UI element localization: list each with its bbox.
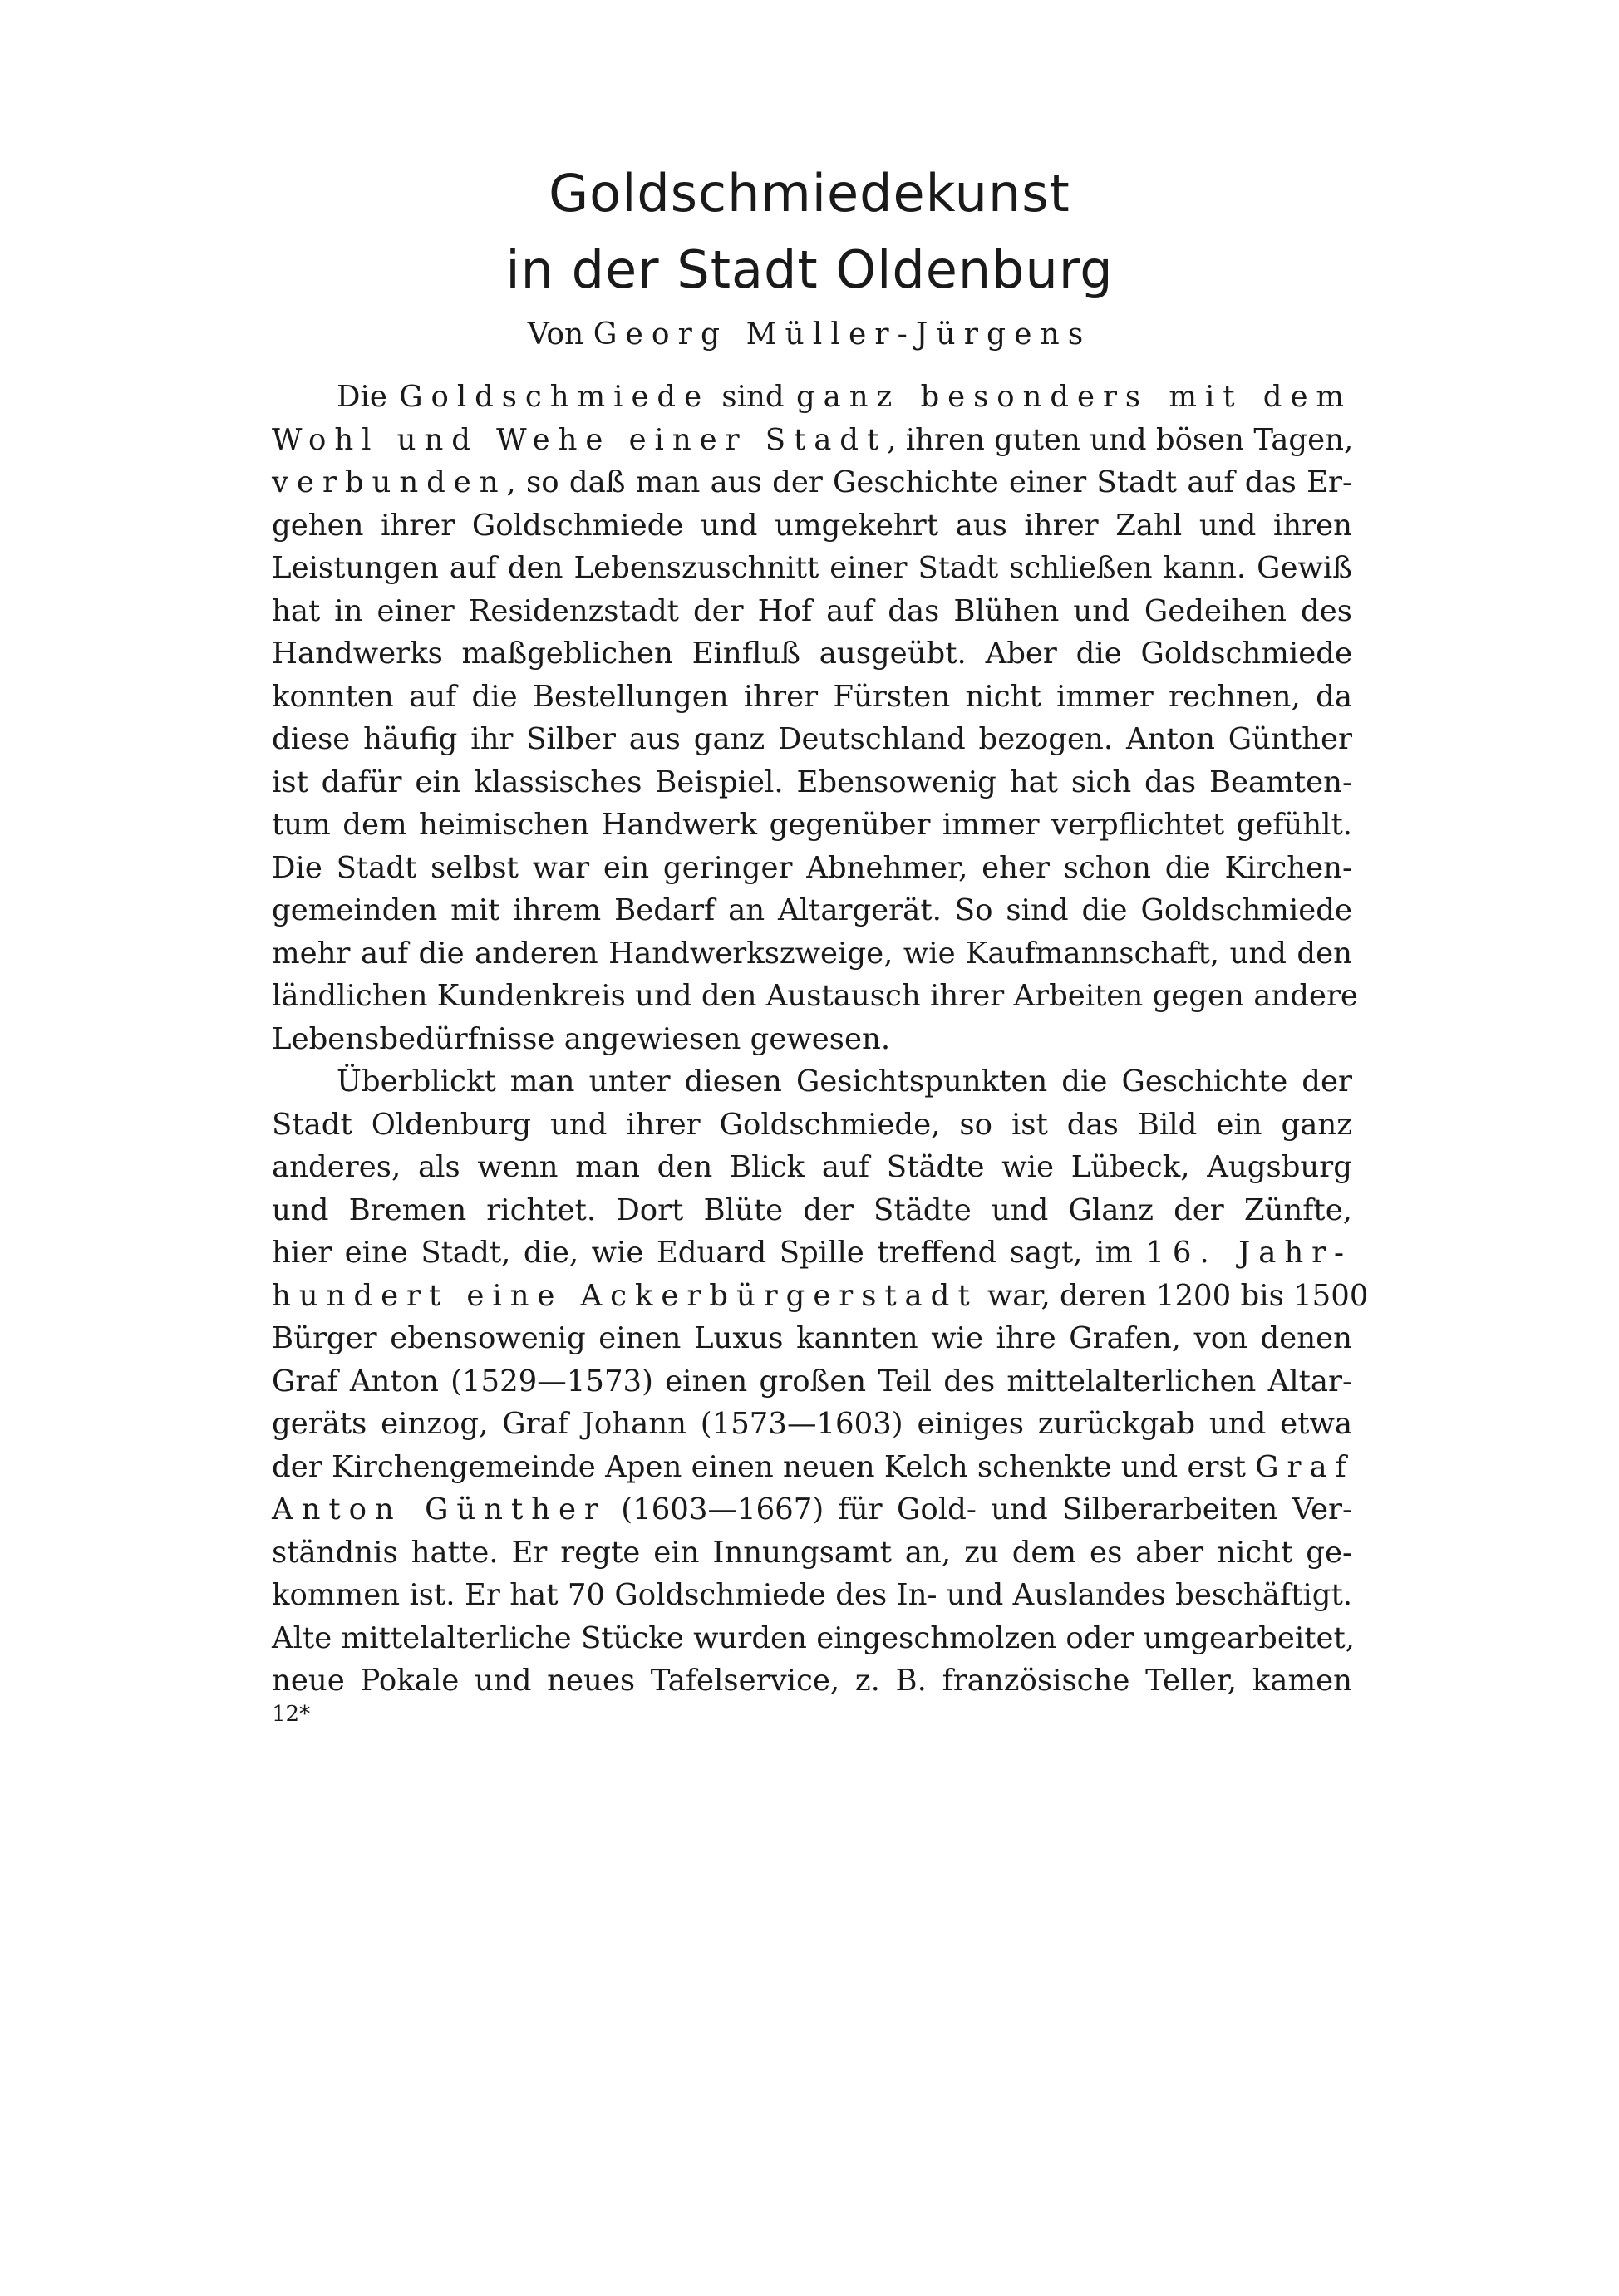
body-line	[272, 1446, 1355, 1489]
body-line: Handwerks maßgeblichen Einfluß ausgeübt. Aber die Goldschmiede	[272, 637, 1352, 671]
body-text: , so daß man aus der Geschichte einer Stadt auf das Er-	[506, 465, 1352, 499]
body-line: Stadt Oldenburg und ihrer Goldschmiede, so ist das Bild ein ganz	[272, 1107, 1352, 1142]
byline	[0, 314, 1619, 356]
body-text: der Kirchengemeinde Apen einen neuen Kelch schenkte und erst	[272, 1449, 1256, 1484]
body-line: Graf Anton (1529—1573) einen großen Teil des mittelalterlichen Altar-	[272, 1364, 1352, 1399]
body-line: konnten auf die Bestellungen ihrer Fürsten nicht immer rechnen, da	[272, 679, 1352, 714]
body-line	[272, 461, 1352, 504]
emphasis-text: Graf	[1255, 1449, 1355, 1484]
body-text: Die	[337, 380, 400, 414]
body-line	[272, 1275, 1369, 1318]
emphasis-text: Wohl und Wehe einer Stadt	[272, 422, 888, 457]
body-line	[272, 419, 1352, 462]
emphasis-text: 16. Jahr-	[1145, 1236, 1352, 1270]
body-line: gemeinden mit ihrem Bedarf an Altargerät. So sind die Goldschmiede	[272, 893, 1352, 927]
body-line: mehr auf die anderen Handwerkszweige, wie Kaufmannschaft, und den	[272, 936, 1352, 971]
byline-prefix: Von	[527, 317, 593, 352]
body-line: ist dafür ein klassisches Beispiel. Ebensowenig hat sich das Beamten-	[272, 765, 1352, 799]
article-body	[272, 376, 1369, 1703]
body-line: und Bremen richtet. Dort Blüte der Städte und Glanz der Zünfte,	[272, 1192, 1352, 1227]
title-line-1: Goldschmiedekunst	[549, 163, 1070, 224]
body-line: ländlichen Kundenkreis und den Austausch ihrer Arbeiten gegen andere	[272, 979, 1358, 1013]
body-text: (1603—1667) für Gold- und Silberarbeiten Ver-	[606, 1492, 1352, 1527]
body-line: Leistungen auf den Lebenszuschnitt einer Stadt schließen kann. Gewiß	[272, 551, 1352, 585]
body-text: sind	[710, 380, 796, 414]
body-line: neue Pokale und neues Tafelservice, z. B. französische Teller, kamen	[272, 1664, 1352, 1698]
body-line: Überblickt man unter diesen Gesichtspunkten die Geschichte der	[337, 1064, 1352, 1099]
body-text: war, deren 1200 bis 1500	[977, 1278, 1369, 1313]
body-line: Lebensbedürfnisse angewiesen gewesen.	[272, 1021, 891, 1056]
body-line: Bürger ebensowenig einen Luxus kannten wie ihre Grafen, von denen	[272, 1321, 1352, 1355]
body-line: Alte mittelalterliche Stücke wurden eingeschmolzen oder umgearbeitet,	[272, 1620, 1356, 1655]
body-text: hier eine Stadt, die, wie Eduard Spille treffend sagt, im	[272, 1236, 1146, 1270]
body-line: anderes, als wenn man den Blick auf Städte wie Lübeck, Augsburg	[272, 1150, 1352, 1184]
signature-mark: 12*	[272, 1702, 311, 1727]
body-text: , ihren guten und bösen Tagen,	[887, 422, 1354, 457]
body-line	[272, 1488, 1352, 1531]
emphasis-text: hundert eine Ackerbürgerstadt	[272, 1278, 978, 1313]
body-line: geräts einzog, Graf Johann (1573—1603) einiges zurückgab und etwa	[272, 1407, 1352, 1441]
body-line: hat in einer Residenzstadt der Hof auf das Blühen und Gedeihen des	[272, 593, 1352, 628]
body-line	[272, 1232, 1352, 1275]
body-line: Die Stadt selbst war ein geringer Abnehmer, eher schon die Kirchen-	[272, 850, 1352, 885]
body-line: kommen ist. Er hat 70 Goldschmiede des In- und Auslandes beschäftigt.	[272, 1578, 1352, 1612]
body-line	[272, 376, 1352, 419]
body-line: gehen ihrer Goldschmiede und umgekehrt aus ihrer Zahl und ihren	[272, 508, 1352, 543]
emphasis-text: verbunden	[272, 465, 507, 499]
emphasis-text: Anton Günther	[272, 1492, 607, 1527]
title-line-2: in der Stadt Oldenburg	[505, 239, 1114, 300]
emphasis-text: ganz besonders mit dem	[795, 380, 1352, 414]
body-line: ständnis hatte. Er regte ein Innungsamt an, zu dem es aber nicht ge-	[272, 1535, 1352, 1570]
body-line: tum dem heimischen Handwerk gegenüber immer verpflichtet gefühlt.	[272, 808, 1352, 842]
emphasis-text: Goldschmiede	[399, 380, 711, 414]
byline-author: Georg Müller-Jürgens	[593, 317, 1092, 352]
body-line: diese häufig ihr Silber aus ganz Deutschland bezogen. Anton Günther	[272, 722, 1352, 756]
